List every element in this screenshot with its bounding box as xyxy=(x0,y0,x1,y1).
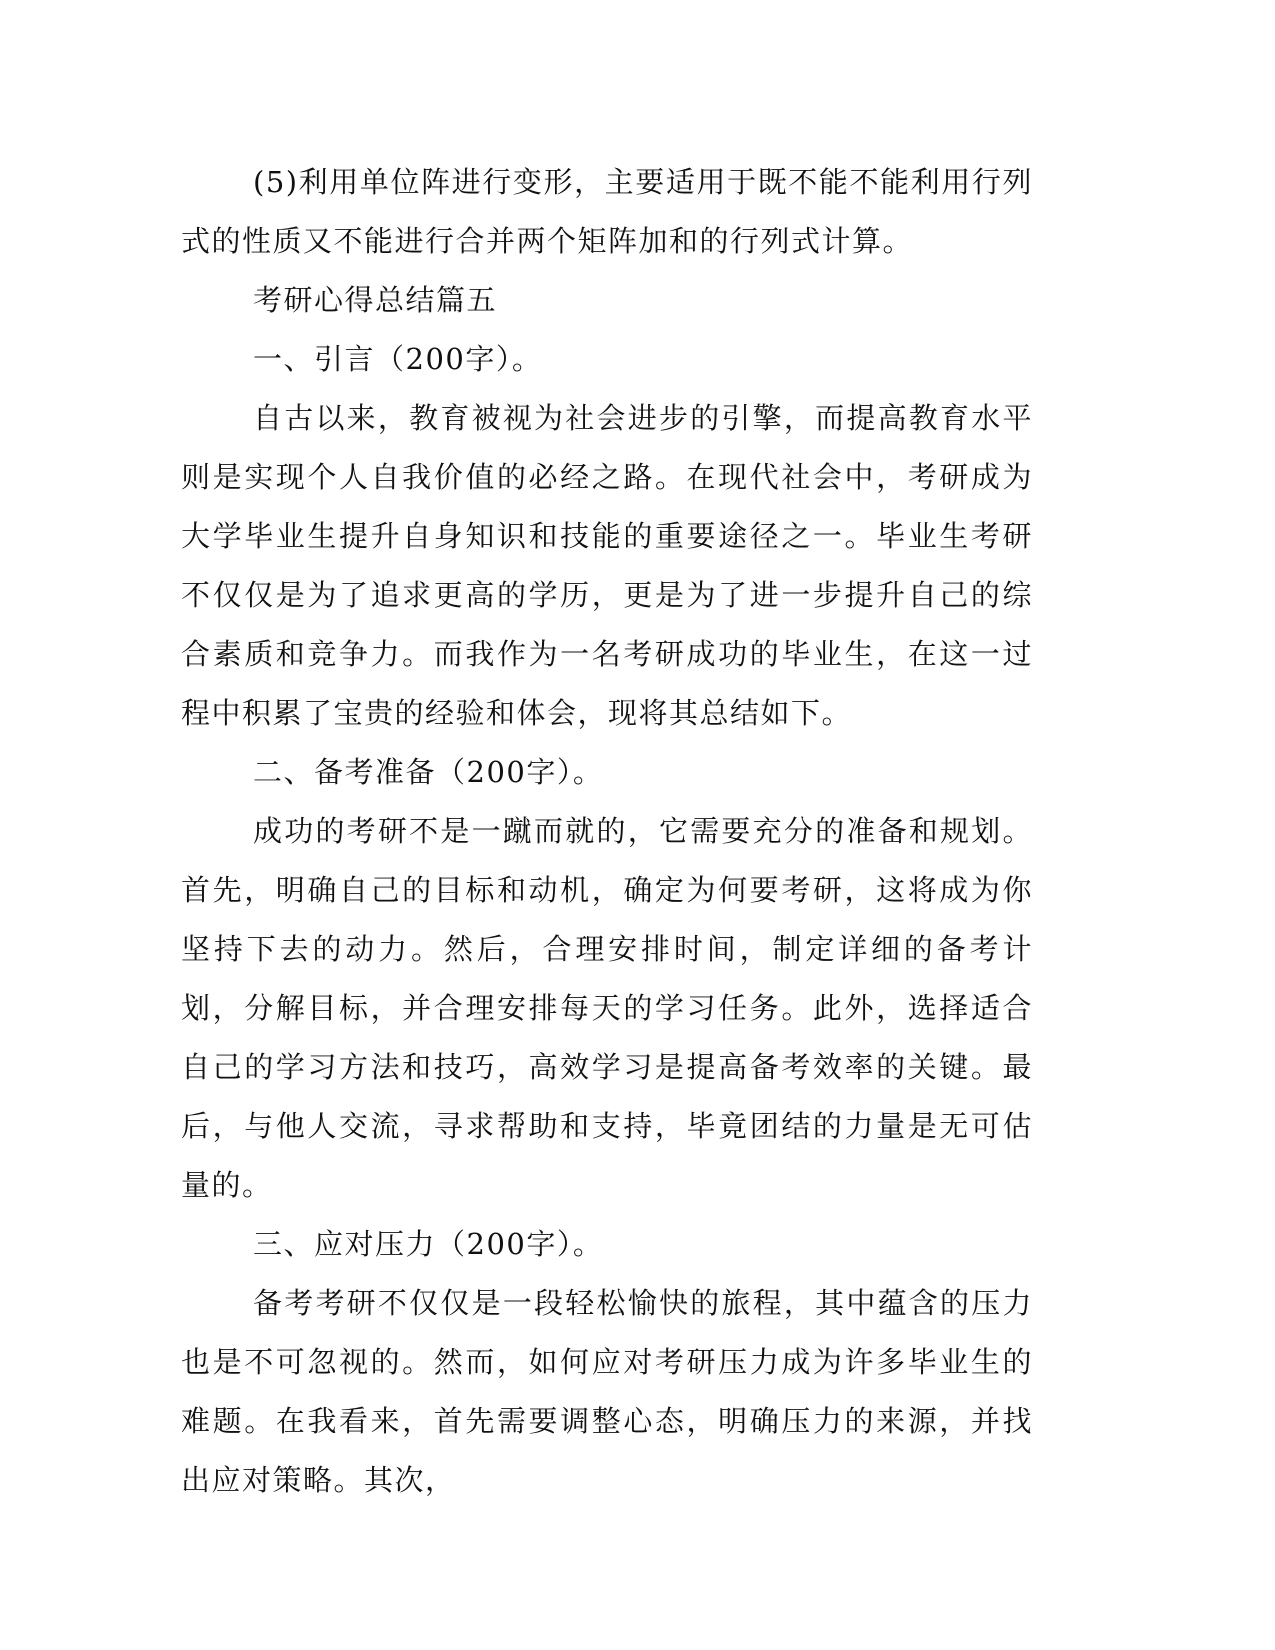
heading-pressure: 三、应对压力（200字）。 xyxy=(253,1227,604,1261)
section-title-part-five: 考研心得总结篇五 xyxy=(253,283,498,317)
document-body xyxy=(181,153,1033,1510)
paragraph-unit-matrix-method: (5)利用单位阵进行变形，主要适用于既不能不能利用行列式的性质又不能进行合并两个矩阵加和的行列式计算。 xyxy=(181,165,1033,258)
heading-preparation: 二、备考准备（200字）。 xyxy=(253,755,604,789)
paragraph-preparation: 成功的考研不是一蹴而就的，它需要充分的准备和规划。首先，明确自己的目标和动机，确定为何要考研，这将成为你坚持下去的动力。然后，合理安排时间，制定详细的备考计划，分解目标，并合理安排每天的学习任务。此外，选择适合自己的学习方法和技巧，高效学习是提高备考效率的关键。最后，与他人交流，寻求帮助和支持，毕竟团结的力量是无可估量的。 xyxy=(181,814,1033,1202)
heading-introduction: 一、引言（200字）。 xyxy=(253,342,543,376)
paragraph-introduction: 自古以来，教育被视为社会进步的引擎，而提高教育水平则是实现个人自我价值的必经之路。在现代社会中，考研成为大学毕业生提升自身知识和技能的重要途径之一。毕业生考研不仅仅是为了追求更高的学历，更是为了进一步提升自己的综合素质和竞争力。而我作为一名考研成功的毕业生，在这一过程中积累了宝贵的经验和体会，现将其总结如下。 xyxy=(181,401,1033,730)
paragraph-pressure: 备考考研不仅仅是一段轻松愉快的旅程，其中蕴含的压力也是不可忽视的。然而，如何应对考研压力成为许多毕业生的难题。在我看来，首先需要调整心态，明确压力的来源，并找出应对策略。其次， xyxy=(181,1286,1033,1497)
